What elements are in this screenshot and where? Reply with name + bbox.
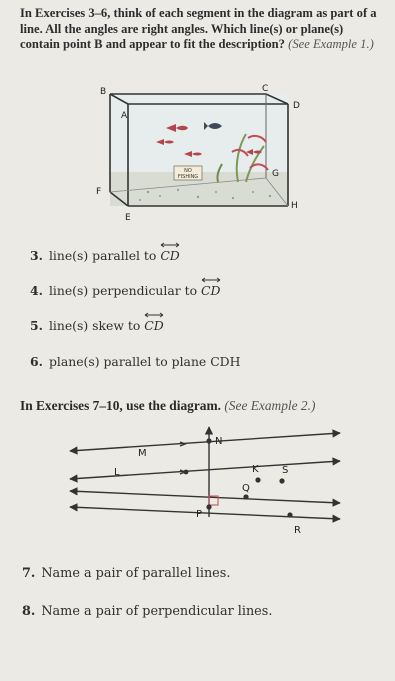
section-reference: (See Example 2.) bbox=[224, 398, 316, 413]
point-p-label: P bbox=[196, 509, 203, 520]
exercise-text: line(s) skew to bbox=[48, 318, 141, 333]
exercise-3 bbox=[30, 248, 180, 263]
line-ks bbox=[70, 491, 340, 503]
point-s bbox=[279, 478, 284, 483]
point-r bbox=[287, 512, 292, 517]
vertex-g-label: G bbox=[272, 169, 279, 179]
point-k bbox=[255, 477, 260, 482]
exercise-7 bbox=[22, 566, 230, 581]
line-cd-notation bbox=[144, 318, 163, 333]
point-n bbox=[206, 438, 211, 443]
line-cd-notation bbox=[160, 248, 179, 263]
exercise-6 bbox=[30, 354, 240, 369]
vertex-a-label: A bbox=[121, 111, 128, 121]
exercise-number: 7. bbox=[22, 566, 36, 581]
exercise-5 bbox=[30, 318, 164, 333]
segment-name: CD bbox=[144, 318, 164, 333]
point-q bbox=[243, 494, 248, 499]
exercise-number: 8. bbox=[22, 604, 36, 619]
line-cd-notation bbox=[201, 283, 220, 298]
point-m-label: M bbox=[138, 448, 147, 459]
vertex-e-label: E bbox=[125, 213, 131, 223]
point-q-label: Q bbox=[242, 483, 250, 494]
exercise-text: line(s) parallel to bbox=[48, 248, 157, 263]
double-arrow-icon bbox=[144, 312, 164, 318]
point-p bbox=[206, 504, 211, 509]
exercise-number: 5. bbox=[30, 318, 43, 333]
sign-line-2: FISHING bbox=[177, 174, 199, 180]
vertex-h-label: H bbox=[291, 201, 298, 211]
aquarium-figure bbox=[88, 82, 313, 232]
sign-line-1: NO bbox=[184, 168, 192, 174]
point-l-label: L bbox=[114, 467, 120, 478]
section-heading bbox=[20, 398, 392, 414]
point-m-area bbox=[184, 470, 189, 475]
vertex-f-label: F bbox=[96, 187, 102, 197]
vertex-d-label: D bbox=[293, 101, 300, 111]
double-arrow-icon bbox=[201, 277, 221, 283]
vertex-b-label: B bbox=[100, 87, 107, 97]
exercise-number: 6. bbox=[30, 354, 43, 369]
segment-name: CD bbox=[201, 283, 221, 298]
double-arrow-icon bbox=[160, 242, 180, 248]
point-k-label: K bbox=[252, 464, 259, 475]
lines-figure bbox=[68, 425, 348, 545]
intro-text: In Exercises 3–6, think of each segment in the diagram as part of a line. All the angles are right angles. Which line(s) or plane(s) contain point B and appear to fit the description? bbox=[20, 6, 377, 51]
point-r-label: R bbox=[294, 525, 301, 536]
intro-paragraph bbox=[20, 6, 386, 53]
exercise-text: line(s) perpendicular to bbox=[48, 283, 198, 298]
exercise-text: plane(s) parallel to plane CDH bbox=[48, 354, 241, 369]
exercise-number: 3. bbox=[30, 248, 43, 263]
line-l bbox=[70, 461, 340, 479]
point-n-label: N bbox=[215, 436, 223, 447]
exercise-text: Name a pair of parallel lines. bbox=[41, 566, 231, 581]
exercise-8 bbox=[22, 604, 272, 619]
intro-reference: (See Example 1.) bbox=[288, 37, 374, 51]
segment-name: CD bbox=[160, 248, 180, 263]
vertex-c-label: C bbox=[262, 84, 269, 94]
line-m bbox=[70, 433, 340, 451]
exercise-number: 4. bbox=[30, 283, 43, 298]
point-s-label: S bbox=[282, 465, 289, 476]
line-pr bbox=[70, 507, 340, 519]
exercise-4 bbox=[30, 283, 220, 298]
exercise-text: Name a pair of perpendicular lines. bbox=[41, 604, 273, 619]
section-text: In Exercises 7–10, use the diagram. bbox=[20, 398, 221, 413]
